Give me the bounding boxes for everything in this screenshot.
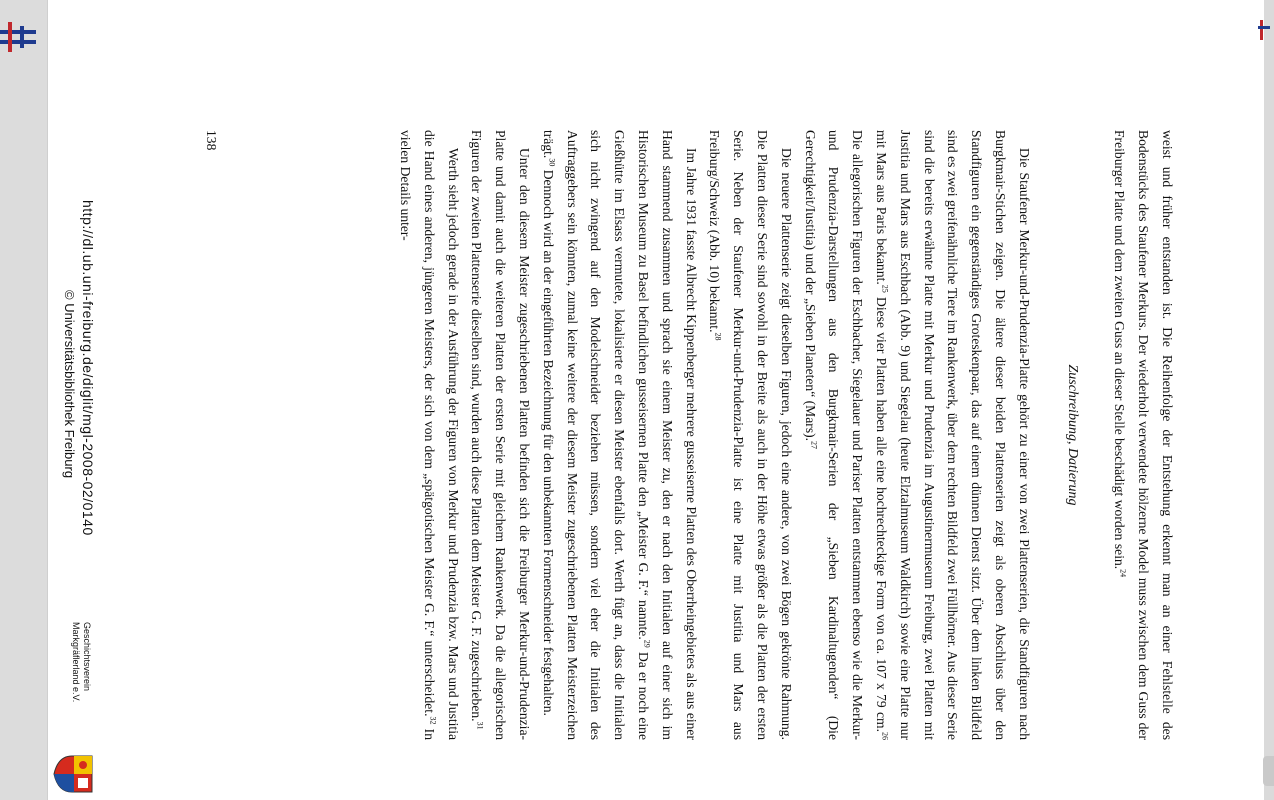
- library-logo-partial-icon: [1258, 20, 1270, 40]
- document-page: [48, 0, 1264, 800]
- coat-of-arms-icon: [52, 752, 96, 796]
- library-logo-icon: [0, 16, 40, 56]
- paragraph-2: Die neuere Plattenserie zeigt dieselben Figuren, jedoch eine andere, von zwei Bögen gekrönte Rahmung. Die Platten dieser Serie sind sowohl in der Breite als auch in der Höhe etwas größer als die Platten der ersten Serie. Neben der Staufener Merkur-und-Prudenzia-Platte ist eine Platte mit Justitia und Mars aus Freiburg/Schweiz (Abb. 10) bekannt.$^{28}$: [707, 130, 794, 740]
- footer-url-link[interactable]: http://dl.ub.uni-freiburg.de/diglit/mgl-2008-02/0140: [80, 200, 96, 536]
- footer-society-name: [70, 622, 92, 712]
- paragraph-5: Werth sieht jedoch gerade in der Ausführung der Figuren von Merkur und Prudenzia bzw. Mars und Justitia die Hand eines anderen, jüngeren Meisters, der sich von dem „spätgotischen Meister G. F.“ unterscheidet.$^{32}$ In vielen Details unter-: [398, 130, 461, 740]
- footer: [48, 0, 1264, 800]
- scroll-handle[interactable]: [1263, 756, 1274, 786]
- paragraph-4: Unter den diesem Meister zugeschriebenen Platten befinden sich die Freiburger Merkur-und-Prudenzia-Platte und damit auch die weiteren Platten der ersten Serie mit gleichem Rankenwerk. Da die allegorischen Figuren der zweiten Plattenserie dieselben sind, wurden auch diese Platten dem Meister G. F. zugeschrieben.$^{31}$: [469, 130, 533, 740]
- footer-library-credit: © Universitätsbibliothek Freiburg: [62, 290, 77, 479]
- paragraph-3: Im Jahre 1931 fasste Albrecht Kippenberger mehrere gusseiserne Platten des Oberrheingebietes als aus einer Hand stammend zusammen und sprach sie einem Meister zu, den er nach den Initialen auf einer sich im Historischen Museum zu Basel befindlichen gusseisernen Platte den „Meister G. F.“ nannte.$^{29}$ Da er noch eine Gießhütte im Elsass vermutete, lokalisierte er diesen Meister ebenfalls dort. Werth fügt an, dass die Initialen sich nicht zwingend auf den Modelschneider beziehen müssen, sondern viel eher die Initialen des Auftraggebers sein könnten, zumal keine weitere der diesem Meister zugeschriebenen Platten Meisterzeichen trägt.$^{30}$ Dennoch wird an der eingeführten Bezeichnung für den unbekannten Formenschneider festgehalten.: [540, 130, 699, 740]
- society-line-2: Markgräflerland e.V.: [71, 622, 81, 703]
- paragraph-continuation: weist und früher entstanden ist. Die Reihenfolge der Entstehung erkennt man an einer Fehlstelle des Bodenstücks des Staufener Merkurs. Der wiederholt verwendete hölzerne Model muss zwischen dem Guss der Freiburger Platte und dem zweiten Guss an dieser Stelle beschädigt worden sein.$^{24}$: [1112, 130, 1175, 740]
- right-margin-bar: [1264, 0, 1274, 800]
- page-number: 138: [204, 130, 219, 151]
- section-heading: Zuschreibung, Datierung: [1064, 364, 1080, 506]
- paragraph-1: Die Staufener Merkur-und-Prudenzia-Platte gehört zu einer von zwei Plattenserien, die Standfiguren nach Burgkmair-Stichen zeigen. Die ältere dieser beiden Plattenserien zeigt als oberen Abschluss über den Standfiguren ein gegenständiges Groteskenpaar, das auf einem dünnen Dienst sitzt. Über dem linken Bildfeld sind es zwei greifenähnliche Tiere im Rankenwerk, über dem rechten Bildfeld zwei Füllhörner. Aus dieser Serie sind die bereits erwähnte Platte mit Merkur und Prudenzia im Augustinermuseum Freiburg, zwei Platten mit Justitia und Mars aus Eschbach (Abb. 9) und Siegelau (heute Elztalmuseum Waldkirch) sowie eine Platte nur mit Mars aus Paris bekannt.$^{25}$ Diese vier Platten haben alle eine hochrechteckige Form von ca. 107 x 79 cm.$^{26}$ Die allegorischen Figuren der Eschbacher, Siegelauer und Pariser Platten entstammen ebenso wie die Merkur- und Prudenzia-Darstellungen aus den Burgkmair-Serien der „Sieben Kardinaltugenden“ (Die Gerechtigkeit/Iustitia) und der „Sieben Planeten“ (Mars).$^{27}$: [802, 130, 1032, 740]
- rotated-page-content: [48, 0, 1264, 800]
- society-line-1: Geschichtsverein: [82, 622, 92, 692]
- left-margin-bar: [0, 0, 48, 800]
